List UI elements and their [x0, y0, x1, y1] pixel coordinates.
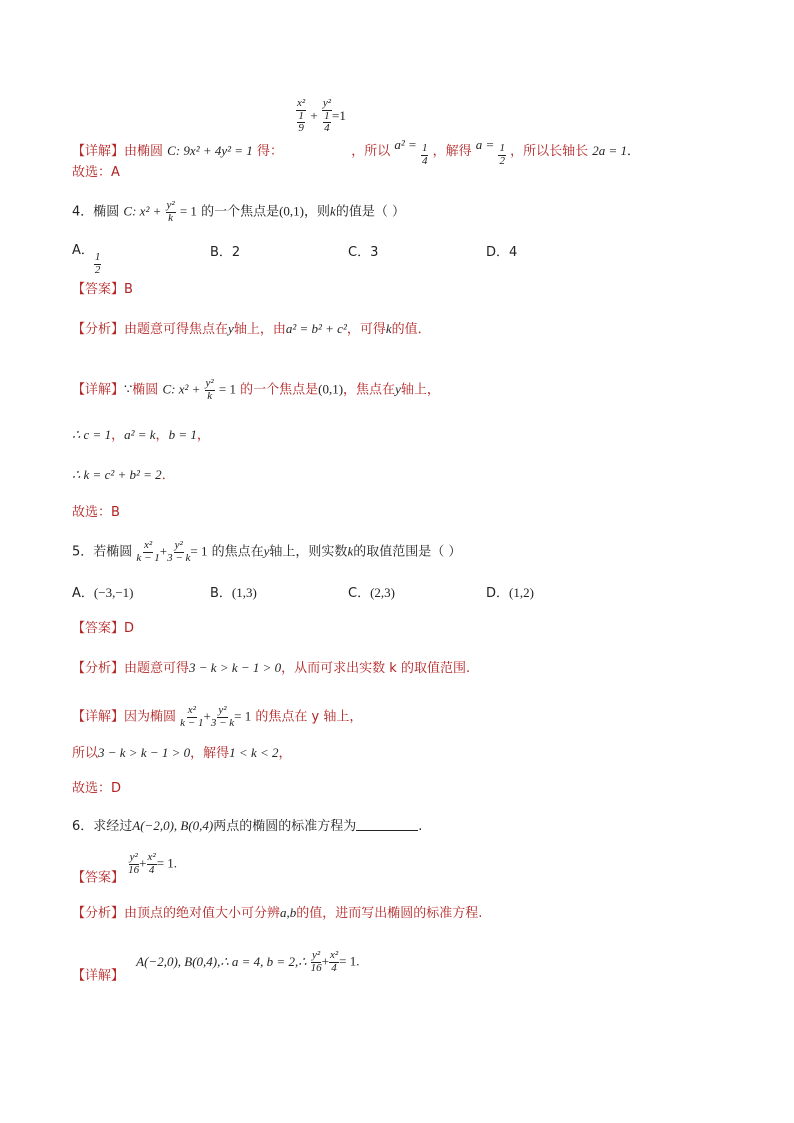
q4-analysis: 【分析】由题意可得焦点在y轴上，由a² = b² + c²，可得k的值．	[72, 321, 431, 337]
answer-blank[interactable]	[356, 820, 418, 831]
q5-choose: 故选：D	[72, 781, 122, 796]
q4-detail-line2: ∴ c = 1，a² = k，b = 1，	[72, 427, 210, 443]
top-fraction-equation: $\frac{\text{x²}}{\frac{1}{9}}$ + $\frac{\text{y²}}{\frac{1}{4}}$ =1	[297, 97, 346, 135]
q5-stem: 5．若椭圆 $\frac{\text{x²}}{k - 1}$ + $\frac{\text{y²}}{3 - k}$ = 1 的焦点在y轴上，则实数k的取值范围是（ ）	[72, 539, 462, 564]
q4-option-d: D．4	[486, 245, 518, 260]
q5-detail: 【详解】因为椭圆 $\frac{\text{x²}}{k - 1}$ + $\frac{\text{y²}}{3 - k}$ = 1 的焦点在 y 轴上，	[72, 704, 363, 729]
q6-detail: 【详解】 A(−2,0), B(0,4),∴ a = 4, b = 2,∴ $\frac{\text{y²}}{16}$ + $\frac{\text{x²}}{4}$ = 1.	[72, 949, 360, 984]
q4-stem: 4．椭圆 C: x² + $\frac{\text{y²}}{k}$ = 1 的一个焦点是(0,1)，则k的值是（ ）	[72, 199, 405, 224]
q4-detail: 【详解】∵椭圆 C: x² + $\frac{\text{y²}}{k}$ = 1 的一个焦点是(0,1)，焦点在y轴上，	[72, 377, 440, 402]
q5-detail-line2: 所以3 − k > k − 1 > 0，解得1 < k < 2，	[72, 745, 292, 761]
q4-option-c: C．3	[348, 245, 379, 260]
q5-option-c: C．(2,3)	[348, 585, 395, 601]
q4-detail-line3: ∴ k = c² + b² = 2．	[72, 467, 175, 483]
q5-option-a: A．(−3,−1)	[72, 585, 134, 601]
q5-analysis: 【分析】由题意可得3 − k > k − 1 > 0，从而可求出实数 k 的取值范围.	[72, 660, 471, 676]
q4-answer: 【答案】B	[72, 282, 133, 297]
q5-option-b: B．(1,3)	[210, 585, 257, 601]
top-detail-line: 【详解】由椭圆 C: 9x² + 4y² = 1 得： ，所以 a² = $\frac{1}{4}$ ，解得 a = $\frac{1}{2}$ ，所以长轴长 2a = 1．	[72, 137, 641, 167]
q6-analysis: 【分析】由顶点的绝对值大小可分辨a,b的值，进而写出椭圆的标准方程.	[72, 905, 483, 921]
q4-choose: 故选：B	[72, 505, 120, 520]
q4-option-b: B．2	[210, 245, 241, 260]
q6-answer: 【答案】 $\frac{\text{y²}}{16}$ + $\frac{\text{x²}}{4}$ = 1.	[72, 851, 178, 886]
q5-answer: 【答案】D	[72, 621, 135, 636]
q6-stem: 6．求经过A(−2,0), B(0,4)两点的椭圆的标准方程为 .	[72, 818, 423, 834]
top-choose: 故选：A	[72, 165, 120, 180]
q5-option-d: D．(1,2)	[486, 585, 534, 601]
q4-option-a: A． $\frac{1}{2}$	[72, 243, 101, 276]
